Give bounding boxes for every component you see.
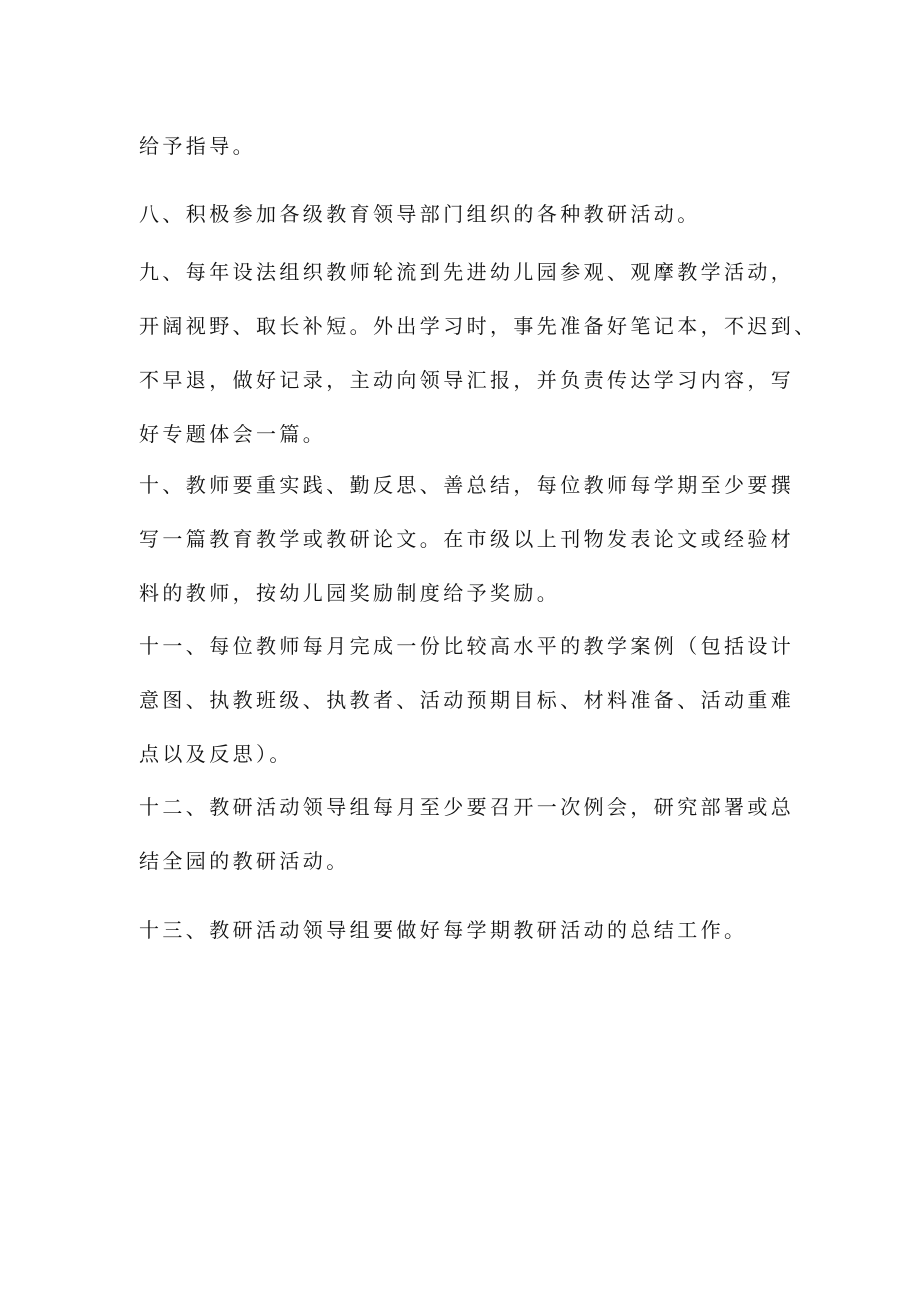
paragraph-item-11 bbox=[139, 636, 839, 798]
text-line: 点以及反思）。 bbox=[139, 742, 293, 766]
text-line: 好专题体会一篇。 bbox=[139, 422, 327, 446]
text-line: 八、积极参加各级教育领导部门组织的各种教研活动。 bbox=[139, 202, 701, 226]
text-line: 十、教师要重实践、勤反思、善总结，每位教师每学期至少要撰 bbox=[139, 473, 795, 497]
paragraph-item-9 bbox=[139, 262, 839, 478]
paragraph-item-10 bbox=[139, 475, 839, 637]
paragraph-item-8 bbox=[139, 204, 839, 258]
text-line: 不早退，做好记录，主动向领导汇报，并负责传达学习内容，写 bbox=[139, 368, 795, 392]
text-line: 意图、执教班级、执教者、活动预期目标、材料准备、活动重难 bbox=[139, 688, 795, 712]
text-line: 开阔视野、取长补短。外出学习时，事先准备好笔记本，不迟到、 bbox=[139, 314, 818, 338]
paragraph-item-12 bbox=[139, 797, 839, 905]
text-line: 料的教师，按幼儿园奖励制度给予奖励。 bbox=[139, 581, 561, 605]
paragraph-item-13 bbox=[139, 920, 839, 974]
text-line: 十二、教研活动领导组每月至少要召开一次例会，研究部署或总 bbox=[139, 795, 795, 819]
text-line: 给予指导。 bbox=[139, 134, 256, 158]
paragraph-continuation bbox=[139, 136, 839, 190]
text-line: 十一、每位教师每月完成一份比较高水平的教学案例（包括设计 bbox=[139, 634, 795, 658]
text-line: 十三、教研活动领导组要做好每学期教研活动的总结工作。 bbox=[139, 918, 748, 942]
text-line: 结全园的教研活动。 bbox=[139, 849, 350, 873]
text-line: 写一篇教育教学或教研论文。在市级以上刊物发表论文或经验材 bbox=[139, 527, 795, 551]
text-line: 九、每年设法组织教师轮流到先进幼儿园参观、观摩教学活动， bbox=[139, 260, 795, 284]
